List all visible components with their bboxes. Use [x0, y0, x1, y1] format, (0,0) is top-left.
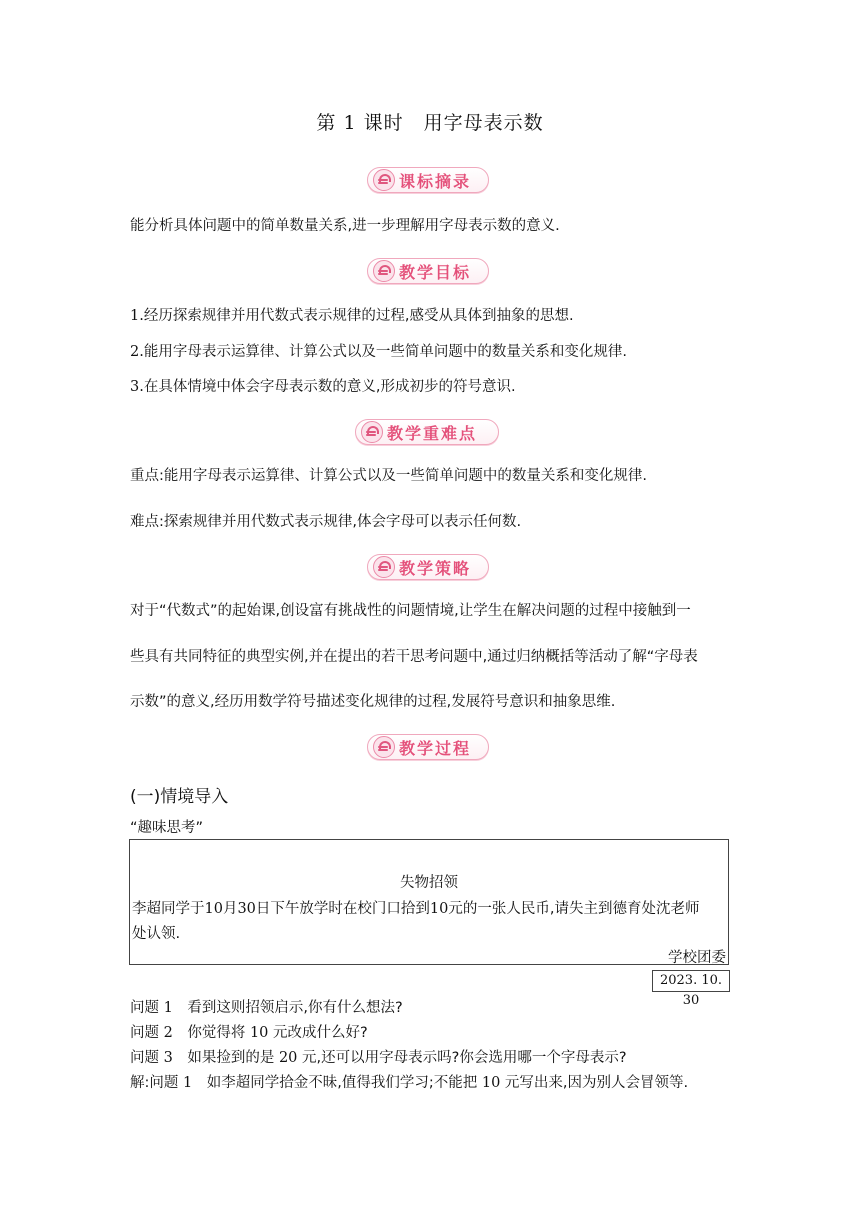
book-hand-icon [373, 260, 395, 282]
notice-body: 李超同学于10月30日下午放学时在校门口拾到10元的一张人民币,请失主到德育处沈老师 [132, 901, 700, 917]
lesson-title: 第 1 课时 用字母表示数 [316, 112, 544, 134]
notice-date: 2023. 10. 30 [652, 970, 730, 992]
question-item: 问题 1 看到这则招领启示,你有什么想法? [130, 1000, 403, 1016]
answer-item: 解:问题 1 如李超同学拾金不昧,值得我们学习;不能把 10 元写出来,因为别人会冒领等. [130, 1075, 689, 1091]
section-badge-label: 课标摘录 [399, 171, 472, 191]
section-badge-label: 教学重难点 [387, 423, 478, 443]
book-hand-icon [373, 556, 395, 578]
goal-item: 2.能用字母表示运算律、计算公式以及一些简单问题中的数量关系和变化规律. [130, 344, 627, 360]
quote-text: “趣味思考” [130, 820, 204, 836]
section-badge-goals [367, 258, 489, 284]
section-badge-strategy [367, 554, 489, 580]
key-point-text: 重点:能用字母表示运算律、计算公式以及一些简单问题中的数量关系和变化规律. [130, 468, 647, 484]
section-badge-label: 教学过程 [399, 738, 472, 758]
difficulty-text: 难点:探索规律并用代数式表示规律,体会字母可以表示任何数. [130, 514, 522, 530]
section-badge-process [367, 734, 489, 760]
strategy-line: 示数”的意义,经历用数学符号描述变化规律的过程,发展符号意识和抽象思维. [130, 694, 616, 710]
section-badge-standards [367, 167, 489, 193]
question-item: 问题 3 如果捡到的是 20 元,还可以用字母表示吗?你会选用哪一个字母表示? [130, 1050, 627, 1066]
section-badge-label: 教学目标 [399, 262, 472, 282]
notice-body-cont: 处认领. [132, 926, 181, 942]
strategy-line: 对于“代数式”的起始课,创设富有挑战性的问题情境,让学生在解决问题的过程中接触到一 [130, 603, 691, 619]
goal-item: 1.经历探索规律并用代数式表示规律的过程,感受从具体到抽象的思想. [130, 308, 574, 324]
strategy-line: 些具有共同特征的典型实例,并在提出的若干思考问题中,通过归纳概括等活动了解“字母表 [130, 649, 698, 665]
notice-signature: 学校团委 [668, 950, 726, 966]
book-hand-icon [373, 169, 395, 191]
book-hand-icon [361, 421, 383, 443]
standards-text: 能分析具体问题中的简单数量关系,进一步理解用字母表示数的意义. [130, 218, 560, 234]
question-item: 问题 2 你觉得将 10 元改成什么好? [130, 1025, 368, 1041]
goal-item: 3.在具体情境中体会字母表示数的意义,形成初步的符号意识. [130, 379, 516, 395]
lost-and-found-notice [129, 839, 729, 965]
subsection-heading: (一)情境导入 [130, 787, 229, 807]
notice-title: 失物招领 [400, 875, 458, 891]
section-badge-key-points [355, 419, 499, 445]
book-hand-icon [373, 736, 395, 758]
section-badge-label: 教学策略 [399, 558, 472, 578]
